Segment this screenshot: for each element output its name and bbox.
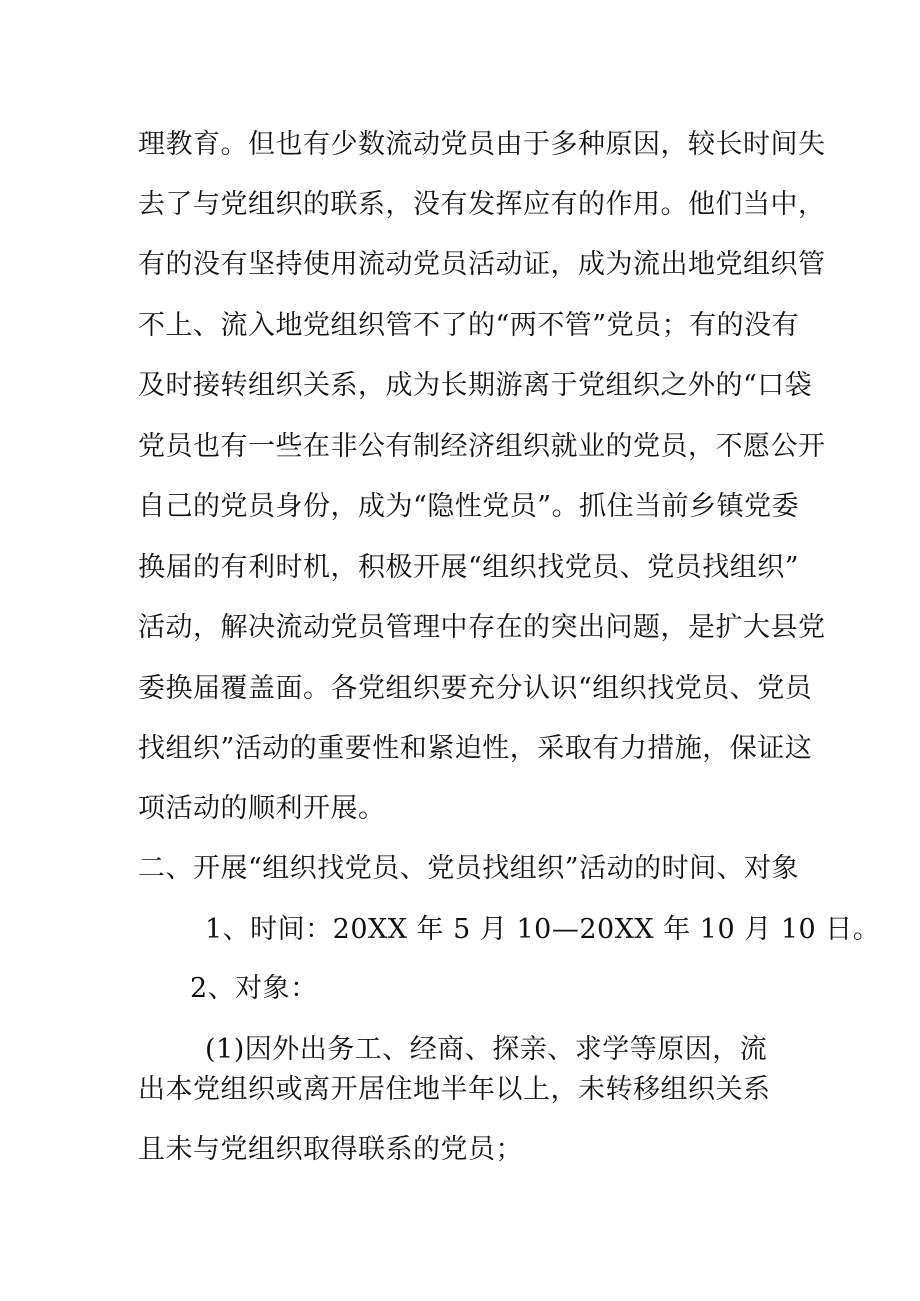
paragraph-line: 活动，解决流动党员管理中存在的突出问题，是扩大县党 [138,612,826,643]
paragraph-line: 及时接转组织关系，成为长期游离于党组织之外的“口袋 [138,370,813,401]
paragraph-line: 找组织”活动的重要性和紧迫性，采取有力措施，保证这 [138,733,813,764]
paragraph-line: 委换届覆盖面。各党组织要充分认识“组织找党员、党员 [138,673,813,704]
time-item: 1、时间：20XX 年 5 月 10—20XX 年 10 月 10 日。 [205,914,881,945]
paragraph-line: 不上、流入地党组织管不了的“两不管”党员；有的没有 [138,310,800,341]
paragraph-line: 去了与党组织的联系，没有发挥应有的作用。他们当中， [138,189,826,220]
subitem-line: 且未与党组织取得联系的党员； [138,1134,523,1165]
paragraph-line: 理教育。但也有少数流动党员由于多种原因，较长时间失 [138,129,826,160]
paragraph-line: 自己的党员身份，成为“隐性党员”。抓住当前乡镇党委 [138,491,800,522]
paragraph-line: 党员也有一些在非公有制经济组织就业的党员，不愿公开 [138,431,826,462]
section-heading: 二、开展“组织找党员、党员找组织”活动的时间、对象 [138,853,800,884]
paragraph-line: 项活动的顺利开展。 [138,793,386,824]
subitem-line: (1)因外出务工、经商、探亲、求学等原因，流 [205,1034,768,1065]
paragraph-line: 换届的有利时机，积极开展“组织找党员、党员找组织” [138,552,800,583]
target-item: 2、对象： [190,973,318,1004]
paragraph-line: 有的没有坚持使用流动党员活动证，成为流出地党组织管 [138,249,826,280]
subitem-line: 出本党组织或离开居住地半年以上，未转移组织关系 [138,1074,771,1105]
